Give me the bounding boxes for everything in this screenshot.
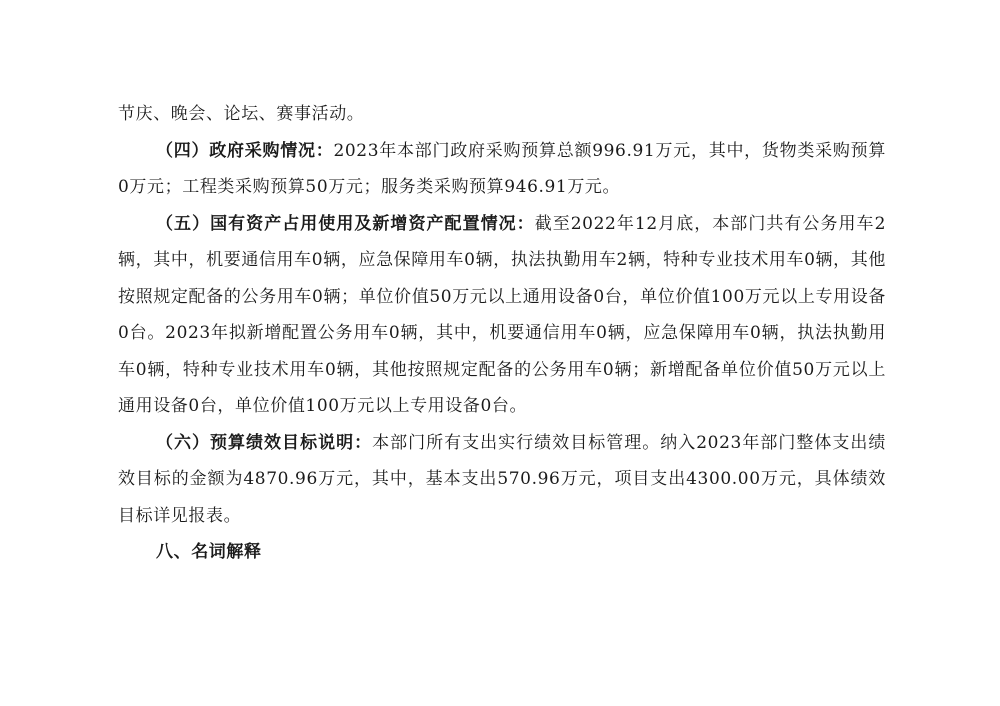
section-lead: （四）政府采购情况： [156, 140, 334, 161]
section-performance-goals [118, 425, 886, 535]
section-government-procurement [118, 133, 886, 206]
section-heading: 八、名词解释 [156, 542, 262, 562]
continuation-paragraph: 节庆、晚会、论坛、赛事活动。 [118, 104, 365, 124]
section-state-assets [118, 206, 886, 425]
section-body: 2023年本部门政府采购预算总额996.91万元，其中，货物类采购预算0万元；工程类采购预算50万元；服务类采购预算946.91万元。 [118, 140, 887, 197]
section-lead: （六）预算绩效目标说明： [156, 432, 373, 453]
section-body: 截至2022年12月底，本部门共有公务用车2辆，其中，机要通信用车0辆，应急保障用车0辆，执法执勤用车2辆，特种专业技术用车0辆，其他按照规定配备的公务用车0辆；单位价值50万元以上通用设备0台，单位价值100万元以上专用设备0台。2023年拟新增配置公务用车0辆，其中，机要通信用车0辆，应急保障用车0辆，执法执勤用车0辆，特种专业技术用车0辆，其他按照规定配备的公务用车0辆；新增配备单位价值50万元以上通用设备0台，单位价值100万元以上专用设备0台。 [118, 213, 886, 416]
document-body [118, 96, 886, 571]
section-lead: （五）国有资产占用使用及新增资产配置情况： [156, 213, 535, 234]
section-body: 本部门所有支出实行绩效目标管理。纳入2023年部门整体支出绩效目标的金额为4870.96万元，其中，基本支出570.96万元，项目支出4300.00万元，具体绩效目标详见报表。 [118, 432, 886, 526]
